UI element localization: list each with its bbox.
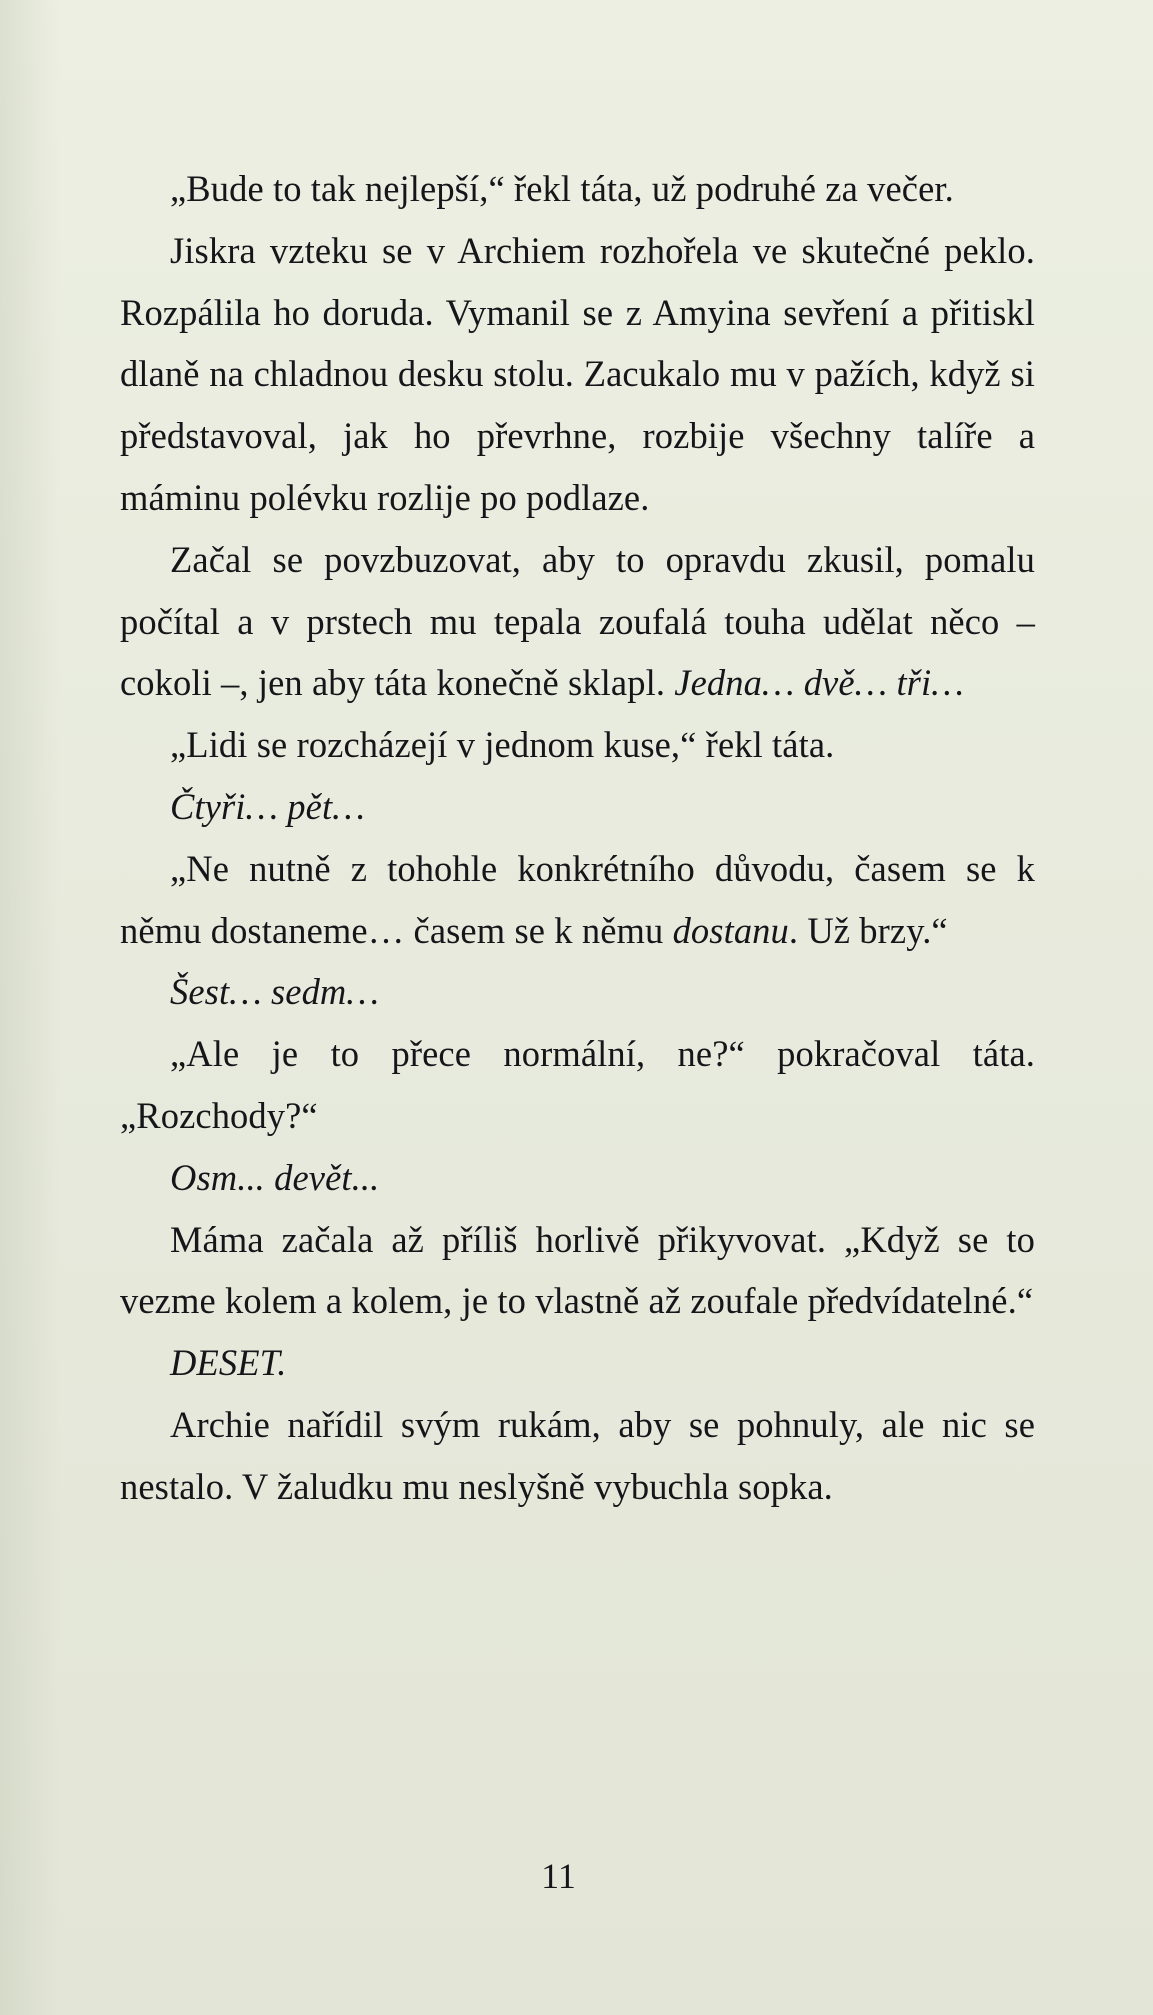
counting-text: Šest… sedm…: [170, 971, 379, 1013]
paragraph-10: [120, 1209, 1035, 1333]
paragraph-5: [120, 776, 1035, 838]
text-run: „Ale je to přece normální, ne?“ pokračoval táta. „Rozchody?“: [120, 1033, 1035, 1136]
page-shadow: [0, 0, 60, 2015]
emphasis-text: dostanu: [672, 909, 789, 951]
text-run: Začal se povzbuzovat, aby to opravdu zkusil, pomalu počítal a v prstech mu tepala zoufalá touha udělat něco – cokoli –, jen aby táta konečně sklapl.: [120, 538, 1035, 704]
text-run: „Bude to tak nejlepší,“ řekl táta, už podruhé za večer.: [170, 168, 954, 209]
text-run: „Lidi se rozcházejí v jednom kuse,“ řekl táta.: [170, 724, 835, 766]
body-text: [120, 158, 1035, 1518]
counting-text: DESET.: [170, 1342, 287, 1384]
paragraph-8: [120, 1023, 1035, 1147]
paragraph-2: [120, 220, 1035, 529]
counting-text: Čtyři… pět…: [170, 785, 365, 827]
text-run: „Ne nutně z tohohle konkrétního důvodu, časem se k němu dostaneme… časem se k němu: [120, 847, 1035, 951]
paragraph-9: [120, 1147, 1035, 1209]
counting-text: Jedna… dvě… tři…: [674, 662, 964, 704]
text-run: Máma začala až příliš horlivě přikyvovat. „Když se to vezme kolem a kolem, je to vlastně až zoufale předvídatelné.“: [120, 1218, 1035, 1322]
text-run: Archie nařídil svým rukám, aby se pohnuly, ale nic se nestalo. V žaludku mu neslyšně vybuchla sopka.: [120, 1403, 1035, 1507]
paragraph-4: [120, 714, 1035, 776]
text-run: Jiskra vzteku se v Archiem rozhořela ve skutečné peklo. Rozpálila ho doruda. Vymanil se z Amyina sevření a přitiskl dlaně na chladnou desku stolu. Zacukalo mu v pažích, když si představoval, jak ho převrhne, rozbije všechny talíře a máminu polévku rozlije po podlaze.: [120, 229, 1035, 518]
counting-text: Osm... devět...: [170, 1156, 380, 1198]
text-run: . Už brzy.“: [788, 909, 948, 951]
paragraph-1: [120, 158, 1035, 220]
paragraph-6: [120, 838, 1035, 962]
paragraph-12: [120, 1394, 1035, 1518]
paragraph-3: [120, 529, 1035, 714]
page-number-text: 11: [541, 1856, 576, 1896]
paragraph-7: [120, 961, 1035, 1023]
paragraph-11: [120, 1332, 1035, 1394]
page-number: [0, 1855, 1153, 1897]
